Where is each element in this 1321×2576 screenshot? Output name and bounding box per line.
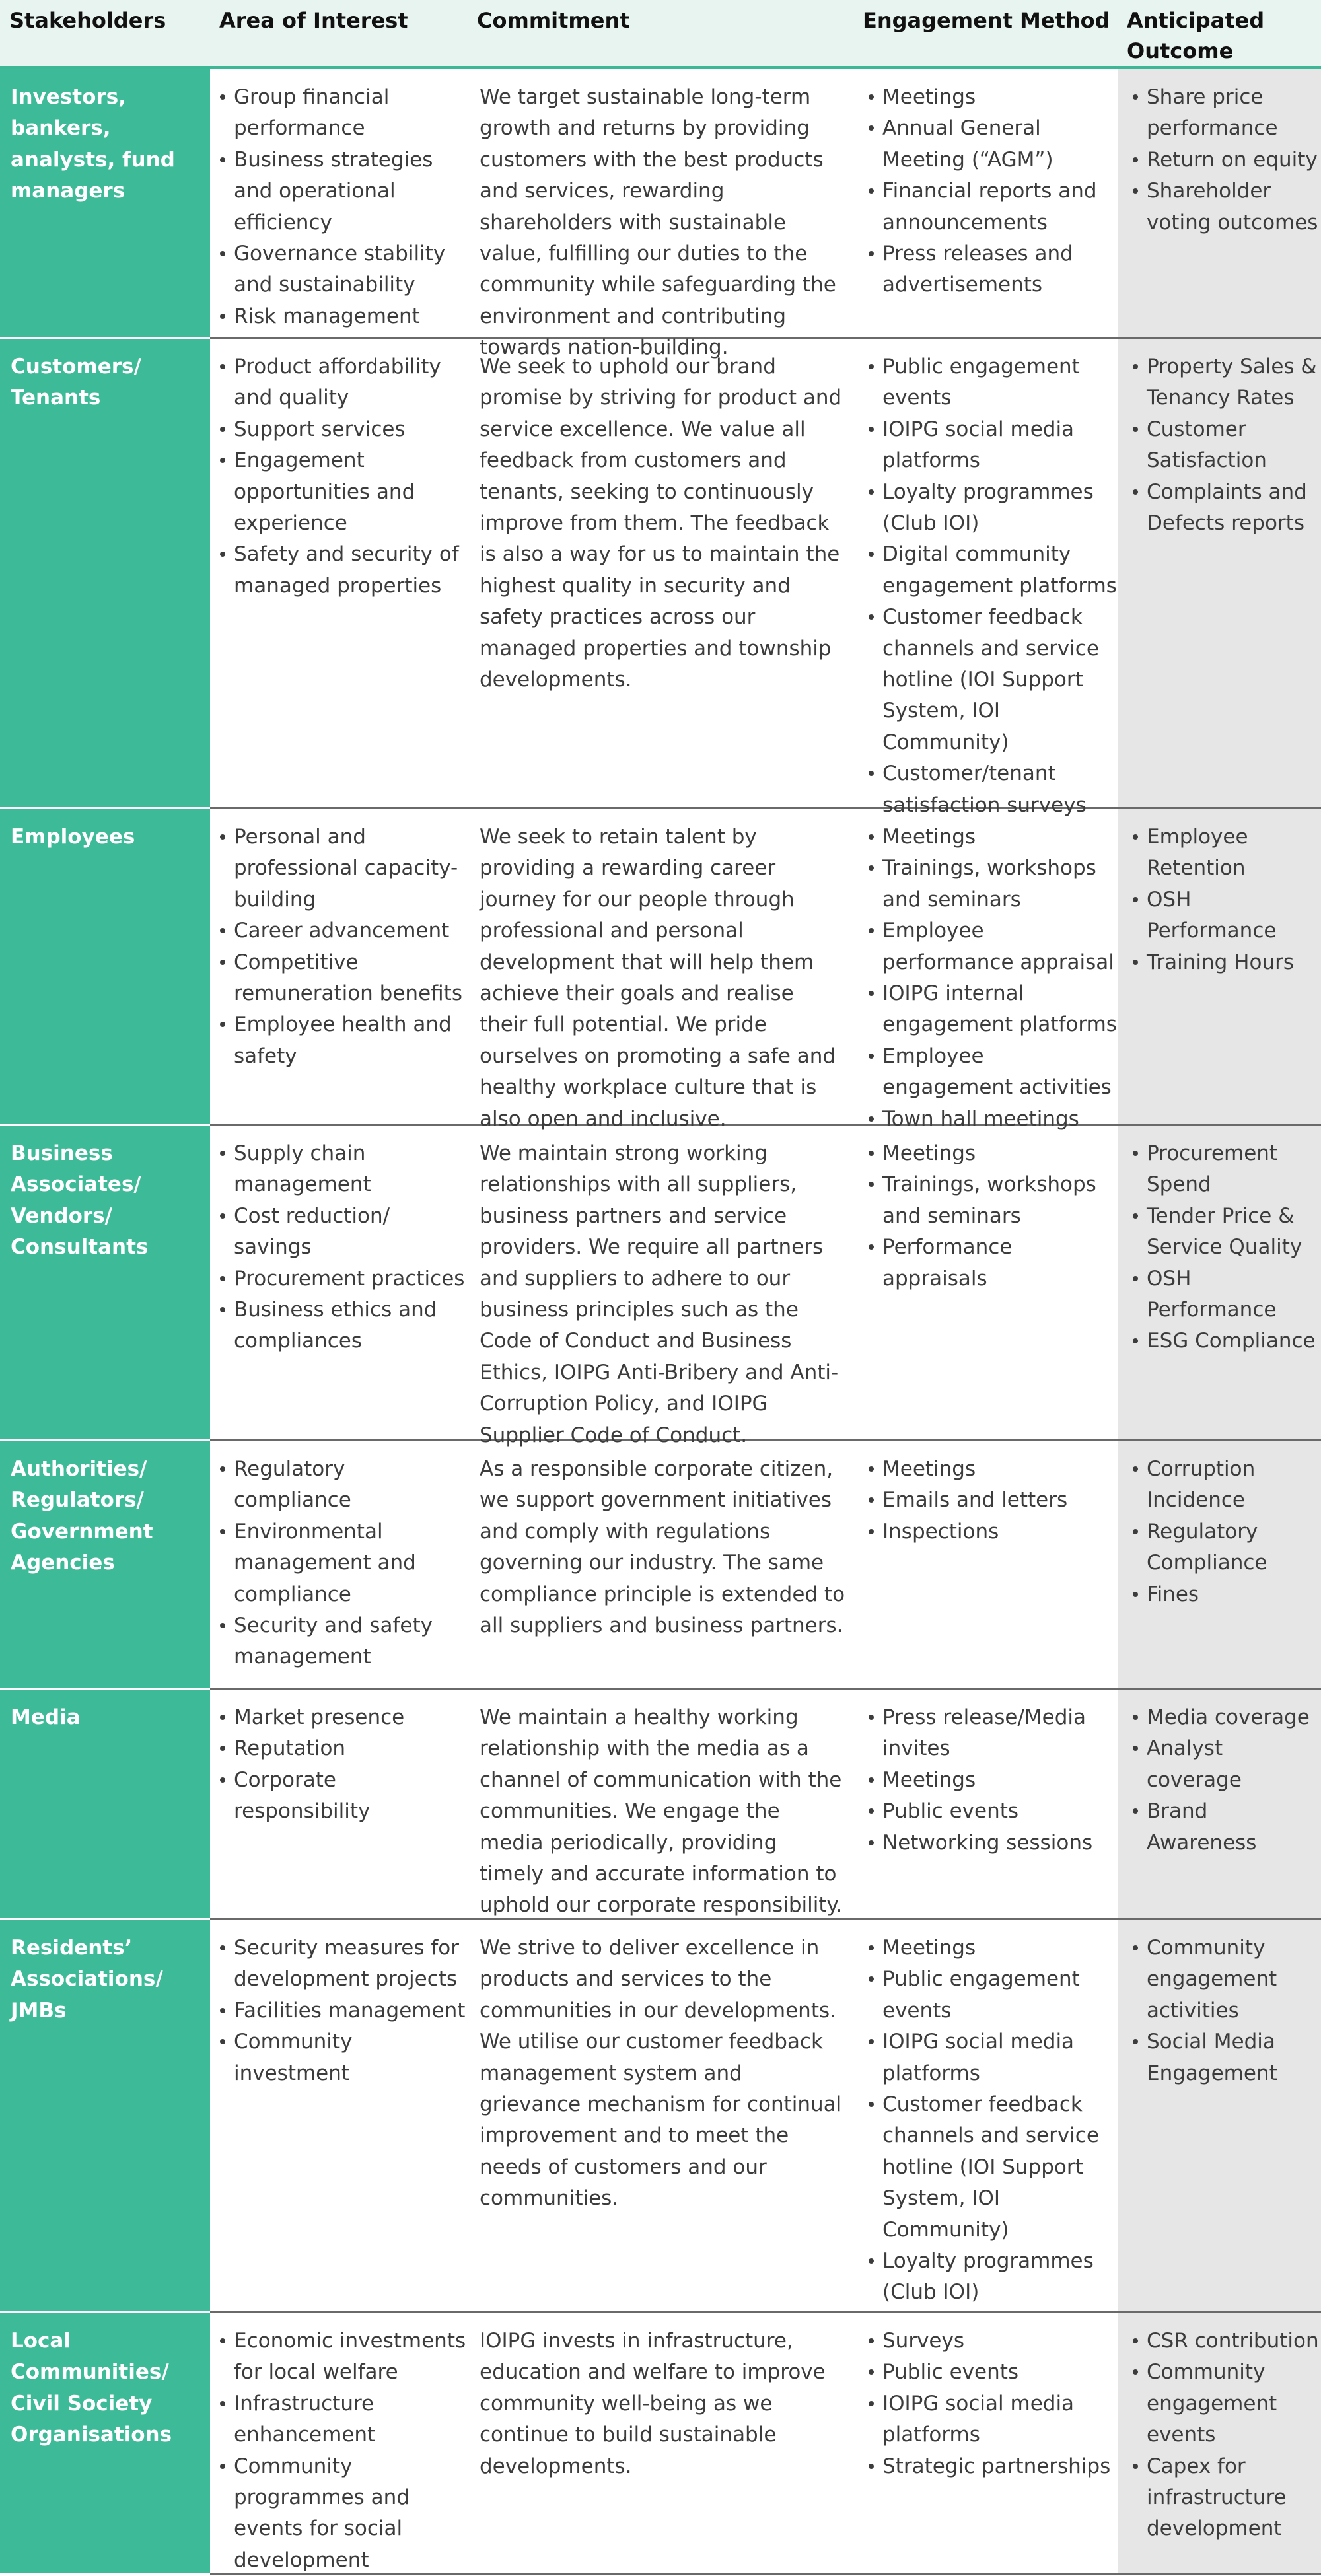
engagement-item: Public engagement events [862, 351, 1118, 414]
engagement-item: Meetings [862, 1933, 1118, 1964]
outcome-item: OSH Performance [1126, 884, 1321, 947]
area-item: Market presence [213, 1702, 468, 1733]
outcome-item-list [1118, 1454, 1321, 1610]
engagement-item: Loyalty programmes (Club IOI) [862, 2246, 1118, 2308]
stakeholder-cell: Media [0, 1690, 210, 1920]
area-item: Engagement opportunities and experience [213, 445, 468, 539]
stakeholder-cell: Local Communities/ Civil Society Organisations [0, 2313, 210, 2575]
outcome-item: Capex for infrastructure development [1126, 2451, 1321, 2545]
engagement-item: Public events [862, 1796, 1118, 1827]
commitment-cell: We strive to deliver excellence in products and services to the communities in our developments. We utilise our customer feedback management system and grievance mechanism for continual improvement and to meet the needs of customers and our communities. [468, 1920, 853, 2313]
outcome-item: CSR contribution [1126, 2326, 1321, 2357]
engagement-item: Employee performance appraisal [862, 915, 1118, 978]
engagement-item: Press release/Media invites [862, 1702, 1118, 1765]
stakeholder-cell: Authorities/ Regulators/ Government Agencies [0, 1441, 210, 1690]
header-engagement-method: Engagement Method [853, 0, 1118, 69]
area-item-list [210, 1138, 468, 1357]
area-of-interest-cell [210, 339, 468, 809]
outcome-item: Customer Satisfaction [1126, 414, 1321, 477]
anticipated-outcome-cell [1118, 1441, 1321, 1690]
engagement-item: Town hall meetings [862, 1104, 1118, 1135]
outcome-item: Corruption Incidence [1126, 1454, 1321, 1517]
engagement-method-cell [853, 1690, 1118, 1920]
engagement-method-cell [853, 809, 1118, 1131]
engagement-item-list [853, 2326, 1118, 2482]
engagement-item: Networking sessions [862, 1828, 1118, 1859]
area-item: Community investment [213, 2026, 468, 2089]
commitment-cell: We seek to retain talent by providing a rewarding career journey for our people through professional and personal development that will help them achieve their goals and realise their full potential. We pride ourselves on promoting a safe and healthy workplace culture that is also open and inclusive. [468, 809, 853, 1126]
engagement-item: Inspections [862, 1517, 1118, 1548]
outcome-item-list [1118, 822, 1321, 978]
outcome-item: Employee Retention [1126, 822, 1321, 884]
area-item: Safety and security of managed properties [213, 539, 468, 602]
outcome-item: Share price performance [1126, 82, 1321, 145]
anticipated-outcome-cell [1118, 809, 1321, 1126]
engagement-item-list [853, 82, 1118, 301]
stakeholder-cell: Business Associates/ Vendors/ Consultants [0, 1126, 210, 1441]
area-item: Support services [213, 414, 468, 445]
area-item: Governance stability and sustainability [213, 238, 468, 301]
area-item-list [210, 82, 468, 332]
engagement-item-list [853, 822, 1118, 1135]
area-of-interest-cell [210, 1920, 468, 2313]
anticipated-outcome-cell [1118, 1690, 1321, 1920]
area-item: Personal and professional capacity-building [213, 822, 468, 915]
outcome-item: Community engagement events [1126, 2357, 1321, 2451]
outcome-item: Property Sales & Tenancy Rates [1126, 351, 1321, 414]
anticipated-outcome-cell [1118, 1126, 1321, 1441]
area-item: Corporate responsibility [213, 1765, 468, 1828]
engagement-item: Press releases and advertisements [862, 238, 1118, 301]
engagement-item: Loyalty programmes (Club IOI) [862, 477, 1118, 540]
engagement-method-cell [853, 69, 1118, 339]
engagement-item: IOIPG social media platforms [862, 414, 1118, 477]
anticipated-outcome-cell [1118, 2313, 1321, 2575]
outcome-item: Social Media Engagement [1126, 2026, 1321, 2089]
commitment-cell: IOIPG invests in infrastructure, education and welfare to improve community well-being as we continue to build sustainable developments. [468, 2313, 853, 2575]
area-item: Facilities management [213, 1995, 468, 2026]
area-of-interest-cell [210, 69, 468, 339]
commitment-cell: As a responsible corporate citizen, we support government initiatives and comply with regulations governing our industry. The same compliance principle is extended to all suppliers and business partners. [468, 1441, 853, 1690]
engagement-item: IOIPG social media platforms [862, 2388, 1118, 2451]
anticipated-outcome-cell [1118, 1920, 1321, 2313]
area-item: Procurement practices [213, 1264, 468, 1295]
outcome-item-list [1118, 1138, 1321, 1357]
outcome-item-list [1118, 1702, 1321, 1859]
area-item: Regulatory compliance [213, 1454, 468, 1517]
area-of-interest-cell [210, 1690, 468, 1920]
engagement-item-list [853, 1138, 1118, 1295]
engagement-item-list [853, 1933, 1118, 2308]
area-item: Infrastructure enhancement [213, 2388, 468, 2451]
area-item: Career advancement [213, 915, 468, 947]
anticipated-outcome-cell [1118, 69, 1321, 339]
area-item-list [210, 1933, 468, 2089]
engagement-item: Performance appraisals [862, 1232, 1118, 1295]
header-stakeholders: Stakeholders [0, 0, 210, 69]
header-area-of-interest: Area of Interest [210, 0, 468, 69]
area-item-list [210, 351, 468, 602]
area-item: Community programmes and events for social development [213, 2451, 468, 2576]
outcome-item: Community engagement activities [1126, 1933, 1321, 2026]
commitment-cell: We maintain strong working relationships with all suppliers, business partners and service providers. We require all partners and suppliers to adhere to our business principles such as the Code of Conduct and Business Ethics, IOIPG Anti-Bribery and Anti-Corruption Policy, and IOIPG Supplier Code of Conduct. [468, 1126, 853, 1441]
area-item: Reputation [213, 1733, 468, 1764]
outcome-item: Procurement Spend [1126, 1138, 1321, 1201]
outcome-item: Fines [1126, 1579, 1321, 1610]
commitment-cell: We maintain a healthy working relationship with the media as a channel of communication with the communities. We engage the media periodically, providing timely and accurate information to uphold our corporate responsibility. [468, 1690, 853, 1920]
engagement-item: Employee engagement activities [862, 1041, 1118, 1104]
area-of-interest-cell [210, 809, 468, 1126]
engagement-method-cell [853, 1920, 1118, 2313]
outcome-item: Regulatory Compliance [1126, 1517, 1321, 1579]
stakeholder-cell: Employees [0, 809, 210, 1126]
area-item-list [210, 1454, 468, 1673]
outcome-item: Tender Price & Service Quality [1126, 1201, 1321, 1264]
outcome-item: OSH Performance [1126, 1264, 1321, 1326]
area-item: Employee health and safety [213, 1009, 468, 1072]
engagement-item: IOIPG social media platforms [862, 2026, 1118, 2089]
outcome-item-list [1118, 82, 1321, 238]
engagement-method-cell [853, 339, 1118, 817]
commitment-cell: We target sustainable long-term growth and returns by providing customers with the best products and services, rewarding shareholders with sustainable value, fulfilling our duties to the community while safeguarding the environment and contributing towards nation-building. [468, 69, 853, 339]
engagement-item: Public engagement events [862, 1964, 1118, 2026]
stakeholder-cell: Customers/ Tenants [0, 339, 210, 809]
engagement-item: Financial reports and announcements [862, 176, 1118, 238]
outcome-item: Brand Awareness [1126, 1796, 1321, 1859]
area-item: Competitive remuneration benefits [213, 947, 468, 1010]
outcome-item: Training Hours [1126, 947, 1321, 978]
outcome-item: ESG Compliance [1126, 1326, 1321, 1357]
outcome-item: Analyst coverage [1126, 1733, 1321, 1796]
area-item: Group financial performance [213, 82, 468, 145]
engagement-item: Meetings [862, 1454, 1118, 1485]
engagement-item: Customer/tenant satisfaction surveys [862, 758, 1118, 821]
engagement-item-list [853, 1702, 1118, 1859]
engagement-item: Meetings [862, 82, 1118, 113]
outcome-item: Return on equity [1126, 145, 1321, 176]
commitment-cell: We seek to uphold our brand promise by striving for product and service excellence. We value all feedback from customers and tenants, seeking to continuously improve from them. The feedback is also a way for us to maintain the highest quality in security and safety practices across our managed properties and township developments. [468, 339, 853, 809]
stakeholder-cell: Residents’ Associations/ JMBs [0, 1920, 210, 2313]
area-item: Supply chain management [213, 1138, 468, 1201]
area-item-list [210, 1702, 468, 1828]
outcome-item: Media coverage [1126, 1702, 1321, 1733]
engagement-item-list [853, 1454, 1118, 1548]
outcome-item-list [1118, 2326, 1321, 2545]
engagement-item: Customer feedback channels and service hotline (IOI Support System, IOI Community) [862, 602, 1118, 758]
area-of-interest-cell [210, 1441, 468, 1690]
area-item: Economic investments for local welfare [213, 2326, 468, 2388]
engagement-method-cell [853, 2313, 1118, 2575]
header-commitment: Commitment [468, 0, 853, 69]
outcome-item: Shareholder voting outcomes [1126, 176, 1321, 238]
area-item: Business ethics and compliances [213, 1295, 468, 1357]
area-item: Business strategies and operational efficiency [213, 145, 468, 238]
engagement-item: IOIPG internal engagement platforms [862, 978, 1118, 1041]
stakeholder-cell: Investors, bankers, analysts, fund managers [0, 69, 210, 339]
anticipated-outcome-cell [1118, 339, 1321, 809]
area-item-list [210, 822, 468, 1072]
outcome-item-list [1118, 351, 1321, 539]
engagement-item: Public events [862, 2357, 1118, 2388]
engagement-item: Trainings, workshops and seminars [862, 853, 1118, 915]
engagement-item: Surveys [862, 2326, 1118, 2357]
area-item: Risk management [213, 301, 468, 332]
area-of-interest-cell [210, 1126, 468, 1441]
engagement-item: Strategic partnerships [862, 2451, 1118, 2482]
area-item: Security measures for development projects [213, 1933, 468, 1995]
engagement-item: Customer feedback channels and service hotline (IOI Support System, IOI Community) [862, 2089, 1118, 2246]
engagement-item: Meetings [862, 822, 1118, 853]
engagement-item: Trainings, workshops and seminars [862, 1169, 1118, 1232]
area-item-list [210, 2326, 468, 2576]
engagement-item: Meetings [862, 1138, 1118, 1169]
area-item: Environmental management and compliance [213, 1517, 468, 1610]
area-item: Security and safety management [213, 1610, 468, 1673]
area-item: Cost reduction/ savings [213, 1201, 468, 1264]
area-item: Product affordability and quality [213, 351, 468, 414]
area-of-interest-cell [210, 2313, 468, 2575]
header-anticipated-outcome: Anticipated Outcome [1118, 0, 1321, 69]
outcome-item: Complaints and Defects reports [1126, 477, 1321, 540]
engagement-item: Emails and letters [862, 1485, 1118, 1516]
outcome-item-list [1118, 1933, 1321, 2089]
engagement-method-cell [853, 1441, 1118, 1690]
engagement-method-cell [853, 1126, 1118, 1441]
engagement-item-list [853, 351, 1118, 821]
engagement-item: Annual General Meeting (“AGM”) [862, 113, 1118, 176]
engagement-item: Digital community engagement platforms [862, 539, 1118, 602]
engagement-item: Meetings [862, 1765, 1118, 1796]
